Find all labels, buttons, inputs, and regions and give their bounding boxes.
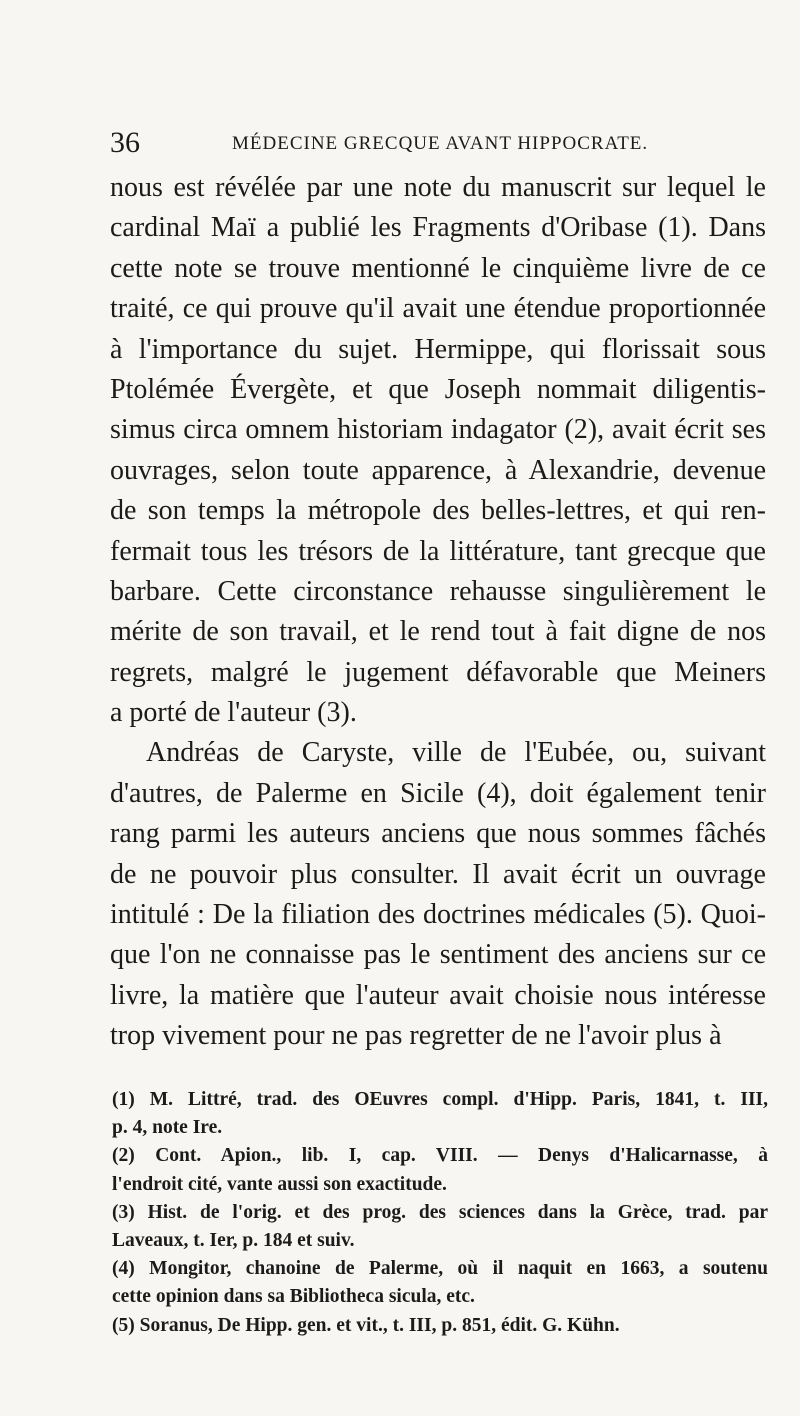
footnote-line: (1) M. Littré, trad. des OEuvres compl. d'Hipp. Paris, 1841, t. III, [112,1089,768,1110]
text-line: barbare. Cette circonstance rehausse singulièrement le [110,575,766,607]
text-line: regrets, malgré le jugement défavorable que Meiners [110,656,766,688]
text-line: livre, la matière que l'auteur avait choisie nous intéresse [110,979,766,1011]
text-line: rang parmi les auteurs anciens que nous sommes fâchés [110,818,766,850]
text-line: nous est révélée par une note du manuscrit sur lequel le [110,172,766,203]
footnote-line: (4) Mongitor, chanoine de Palerme, où il naquit en 1663, a soutenu [112,1258,768,1280]
text-line: intitulé : De la filiation des doctrines médicales (5). Quoi- [110,899,766,931]
text-line: mérite de son travail, et le rend tout à fait digne de nos [110,616,766,648]
text-line: de ne pouvoir plus consulter. Il avait écrit un ouvrage [110,858,766,890]
running-title: MÉDECINE GRECQUE AVANT HIPPOCRATE. [232,133,649,154]
text-line: Ptolémée Évergète, et que Joseph nommait diligentis- [110,373,766,405]
text-line: traité, ce qui prouve qu'il avait une étendue proportionnée [110,293,766,325]
text-line: cardinal Maï a publié les Fragments d'Oribase (1). Dans [110,212,766,244]
footnotes [112,1086,768,1340]
text-line: que l'on ne connaisse pas le sentiment des anciens sur ce [110,939,766,971]
page-header [110,126,670,160]
text-line: a porté de l'auteur (3). [110,697,357,729]
text-line: fermait tous les trésors de la littérature, tant grecque que [110,535,766,567]
footnote-line: (2) Cont. Apion., lib. I, cap. VIII. — Denys d'Halicarnasse, à [112,1145,768,1167]
text-line: cette note se trouve mentionné le cinquième livre de ce [110,252,766,284]
text-line: de son temps la métropole des belles-lettres, et qui ren- [110,495,766,527]
text-line: d'autres, de Palerme en Sicile (4), doit également tenir [110,777,766,809]
footnote-line: Laveaux, t. Ier, p. 184 et suiv. [112,1229,355,1251]
text-line: Andréas de Caryste, ville de l'Eubée, ou, suivant [146,737,766,769]
footnote-line: (5) Soranus, De Hipp. gen. et vit., t. III, p. 851, édit. G. Kühn. [112,1314,620,1336]
text-line: simus circa omnem historiam indagator (2), avait écrit ses [110,414,766,446]
footnote-line: l'endroit cité, vante aussi son exactitude. [112,1173,447,1195]
footnote-line: p. 4, note Ire. [112,1117,223,1139]
body-text [110,168,766,1057]
page-number: 36 [110,126,140,159]
footnote-line: cette opinion dans sa Bibliotheca sicula, etc. [112,1286,475,1308]
text-line: à l'importance du sujet. Hermippe, qui florissait sous [110,333,766,365]
text-line: ouvrages, selon toute apparence, à Alexandrie, devenue [110,454,766,486]
text-line: trop vivement pour ne pas regretter de ne l'avoir plus à [110,1020,722,1052]
footnote-line: (3) Hist. de l'orig. et des prog. des sciences dans la Grèce, trad. par [112,1201,768,1223]
